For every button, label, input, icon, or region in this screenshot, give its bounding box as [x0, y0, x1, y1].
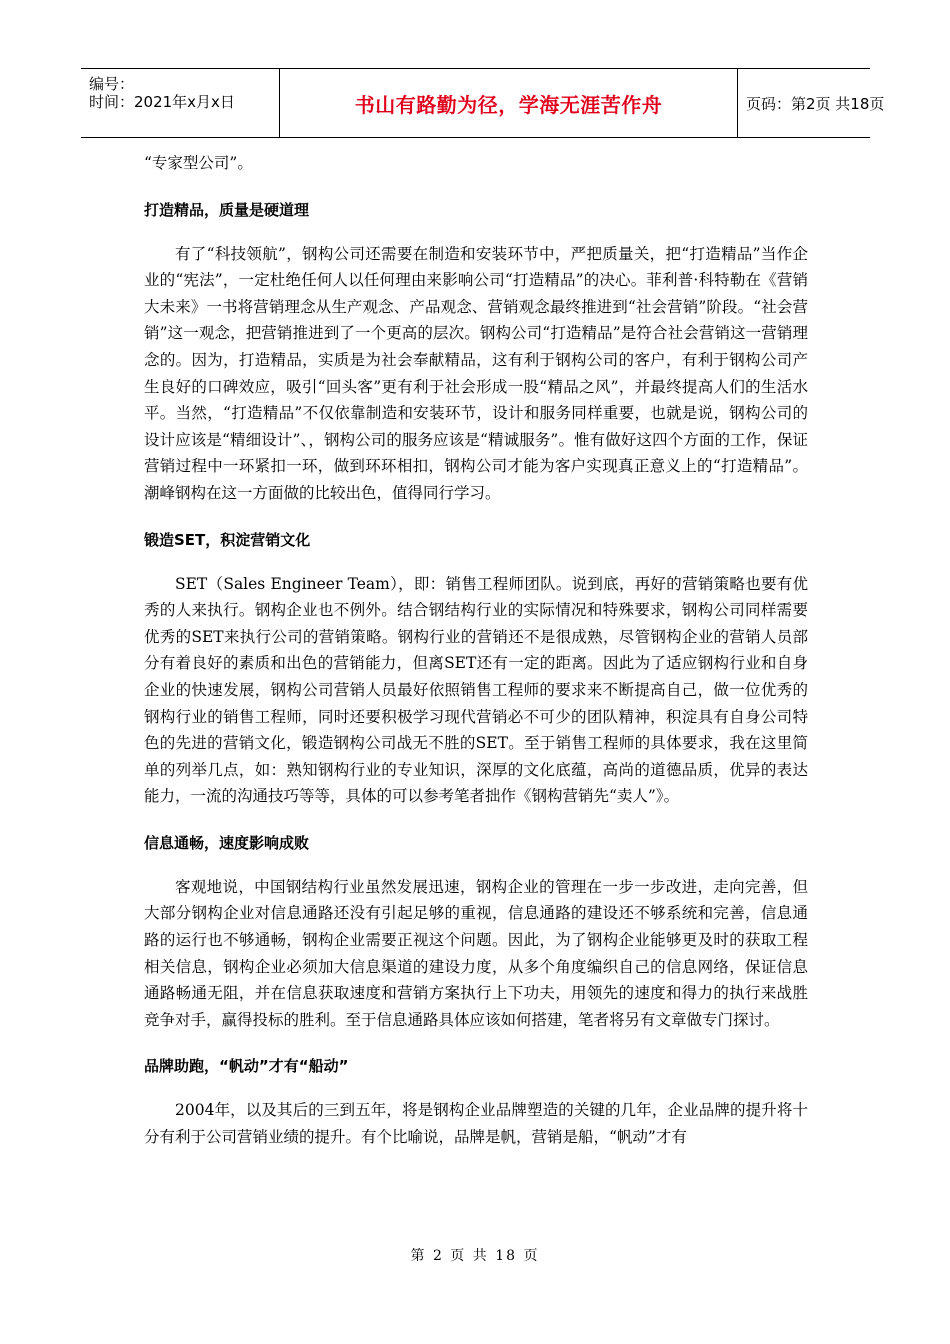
- section-body-set: SET（Sales Engineer Team），即：销售工程师团队。说到底，再好的营销策略也要有优秀的人来执行。钢构企业也不例外。结合钢结构行业的实际情况和特殊要求，钢构公司同样需要优秀的SET来执行公司的营销策略。钢构行业的营销还不是很成熟，尽管钢构企业的营销人员部分有着良好的素质和出色的营销能力，但离SET还有一定的距离。因此为了适应钢构行业和自身企业的快速发展，钢构公司营销人员最好依照销售工程师的要求来不断提高自己，做一位优秀的钢构行业的销售工程师，同时还要积极学习现代营销必不可少的团队精神，积淀具有自身公司特色的先进的营销文化，锻造钢构公司战无不胜的SET。至于销售工程师的具体要求，我在这里简单的列举几点，如：熟知钢构行业的专业知识，深厚的文化底蕴，高尚的道德品质，优异的表达能力，一流的沟通技巧等等，具体的可以参考笔者拙作《钢构营销先“卖人”》。: [144, 574, 808, 806]
- header-motto-cell: [280, 69, 738, 137]
- header-meta-cell: [81, 69, 280, 137]
- page-footer: 第 2 页 共 18 页: [410, 1248, 540, 1264]
- section-heading-information: 信息通畅，速度影响成败: [144, 833, 310, 852]
- section-heading-brand: 品牌助跑，“帆动”才有“船动”: [144, 1057, 349, 1076]
- document-body: [144, 150, 808, 1151]
- header-page-cell: [738, 69, 885, 137]
- page-header: [81, 68, 885, 138]
- section-body-brand: 2004年，以及其后的三到五年，将是钢构企业品牌塑造的关键的几年，企业品牌的提升将十分有利于公司营销业绩的提升。有个比喻说，品牌是帆，营销是船，“帆动”才有: [144, 1101, 808, 1147]
- intro-paragraph: “专家型公司”。: [144, 154, 253, 172]
- section-heading-quality: 打造精品，质量是硬道理: [144, 200, 310, 219]
- document-number-label: 编号：: [89, 75, 135, 93]
- header-page-number: 页码：第2页 共18页: [746, 94, 885, 113]
- section-body-information: 客观地说，中国钢结构行业虽然发展迅速，钢构企业的管理在一步一步改进，走向完善，但大部分钢构企业对信息通路还没有引起足够的重视，信息通路的建设还不够系统和完善，信息通路的运行也不够通畅，钢构企业需要正视这个问题。因此，为了钢构企业能够更及时的获取工程相关信息，钢构企业必须加大信息渠道的建设力度，从多个角度编织自己的信息网络，保证信息通路畅通无阻，并在信息获取速度和营销方案执行上下功夫，用领先的速度和得力的执行来战胜竞争对手，赢得投标的胜利。至于信息通路具体应该如何搭建，笔者将另有文章做专门探讨。: [144, 877, 808, 1029]
- section-body-quality: 有了“科技领航”，钢构公司还需要在制造和安装环节中，严把质量关，把“打造精品”当作企业的“宪法”，一定杜绝任何人以任何理由来影响公司“打造精品”的决心。菲利普·科特勒在《营销大未来》一书将营销理念从生产观念、产品观念、营销观念最终推进到“社会营销”阶段。“社会营销”这一观念，把营销推进到了一个更高的层次。钢构公司“打造精品”是符合社会营销这一营销理念的。因为，打造精品，实质是为社会奉献精品，这有利于钢构公司的客户，有利于钢构公司产生良好的口碑效应，吸引“回头客”更有利于社会形成一股“精品之风”，并最终提高人们的生活水平。当然，“打造精品”不仅依靠制造和安装环节，设计和服务同样重要，也就是说，钢构公司的设计应该是“精细设计”、，钢构公司的服务应该是“精诚服务”。惟有做好这四个方面的工作，保证营销过程中一环紧扣一环，做到环环相扣，钢构公司才能为客户实现真正意义上的“打造精品”。潮峰钢构在这一方面做的比较出色，值得同行学习。: [144, 244, 808, 502]
- header-motto: 书山有路勤为径，学海无涯苦作舟: [354, 92, 663, 117]
- document-date-label: 时间：2021年x月x日: [89, 93, 235, 111]
- section-heading-set: 锻造SET，积淀营销文化: [144, 530, 311, 549]
